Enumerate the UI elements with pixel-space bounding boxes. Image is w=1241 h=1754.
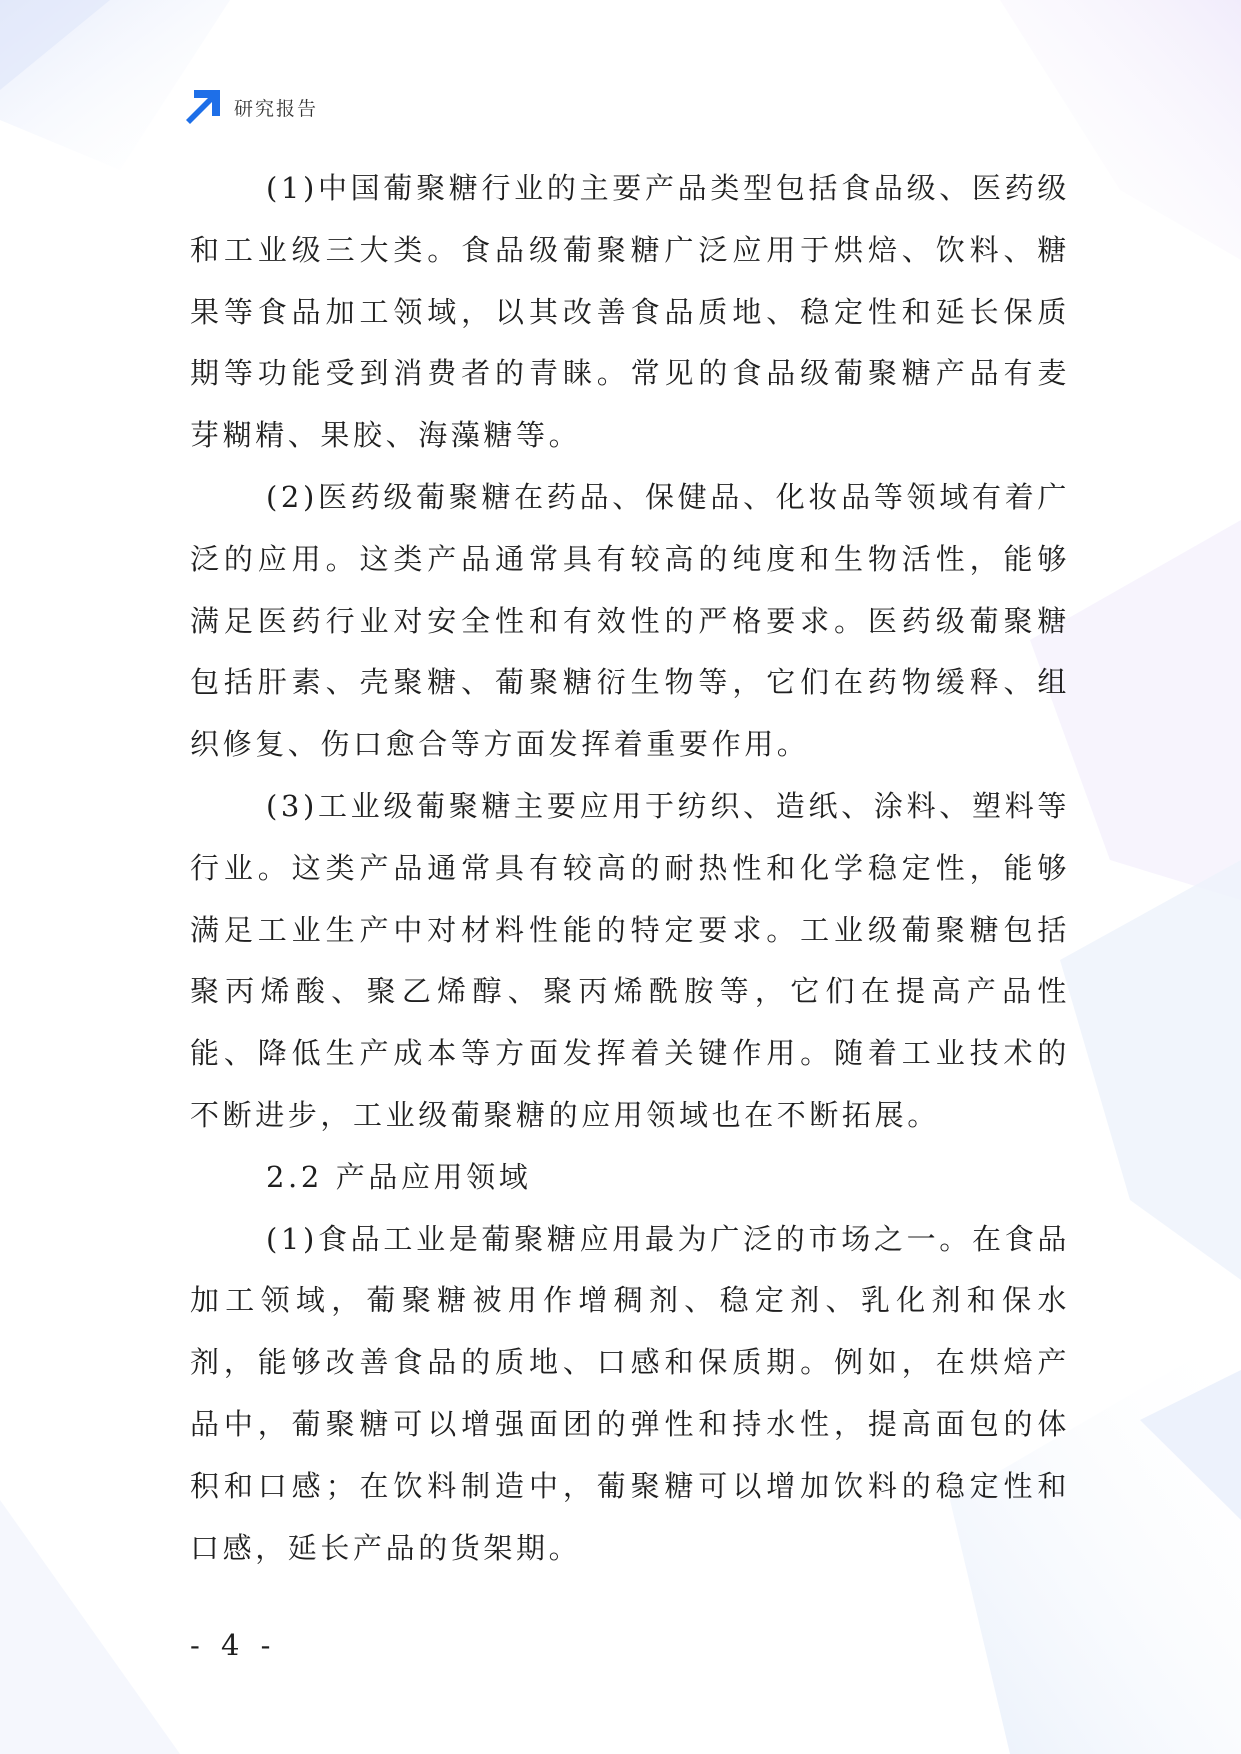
paragraph-food-industry: (1)食品工业是葡聚糖应用最为广泛的市场之一。在食品加工领域，葡聚糖被用作增稠剂、稳定剂、乳化剂和保水剂，能够改善食品的质地、口感和保质期。例如，在烘焙产品中，葡聚糖可以增强面团的弹性和持水性，提高面包的体积和口感；在饮料制造中，葡聚糖可以增加饮料的稳定性和口感，延长产品的货架期。 bbox=[190, 1221, 1070, 1565]
paragraph-industrial-grade: (3)工业级葡聚糖主要应用于纺织、造纸、涂料、塑料等行业。这类产品通常具有较高的耐热性和化学稳定性，能够满足工业生产中对材料性能的特定要求。工业级葡聚糖包括聚丙烯酸、聚乙烯醇、聚丙烯酰胺等，它们在提高产品性能、降低生产成本等方面发挥着关键作用。随着工业技术的不断进步，工业级葡聚糖的应用领域也在不断拓展。 bbox=[190, 788, 1070, 1132]
header-title: 研究报告 bbox=[234, 97, 319, 120]
report-header bbox=[186, 90, 318, 124]
paragraph-pharma-grade: (2)医药级葡聚糖在药品、保健品、化妆品等领域有着广泛的应用。这类产品通常具有较高的纯度和生物活性，能够满足医药行业对安全性和有效性的严格要求。医药级葡聚糖包括肝素、壳聚糖、葡聚糖衍生物等，它们在药物缓释、组织修复、伤口愈合等方面发挥着重要作用。 bbox=[190, 479, 1070, 762]
paragraph-food-grade: (1)中国葡聚糖行业的主要产品类型包括食品级、医药级和工业级三大类。食品级葡聚糖广泛应用于烘焙、饮料、糖果等食品加工领域，以其改善食品质地、稳定性和延长保质期等功能受到消费者的青睐。常见的食品级葡聚糖产品有麦芽糊精、果胶、海藻糖等。 bbox=[190, 171, 1070, 453]
page-number: - 4 - bbox=[190, 1628, 277, 1662]
section-heading: 2.2 产品应用领域 bbox=[266, 1159, 532, 1194]
arrow-logo-icon bbox=[186, 90, 220, 124]
report-body bbox=[190, 158, 1070, 1579]
